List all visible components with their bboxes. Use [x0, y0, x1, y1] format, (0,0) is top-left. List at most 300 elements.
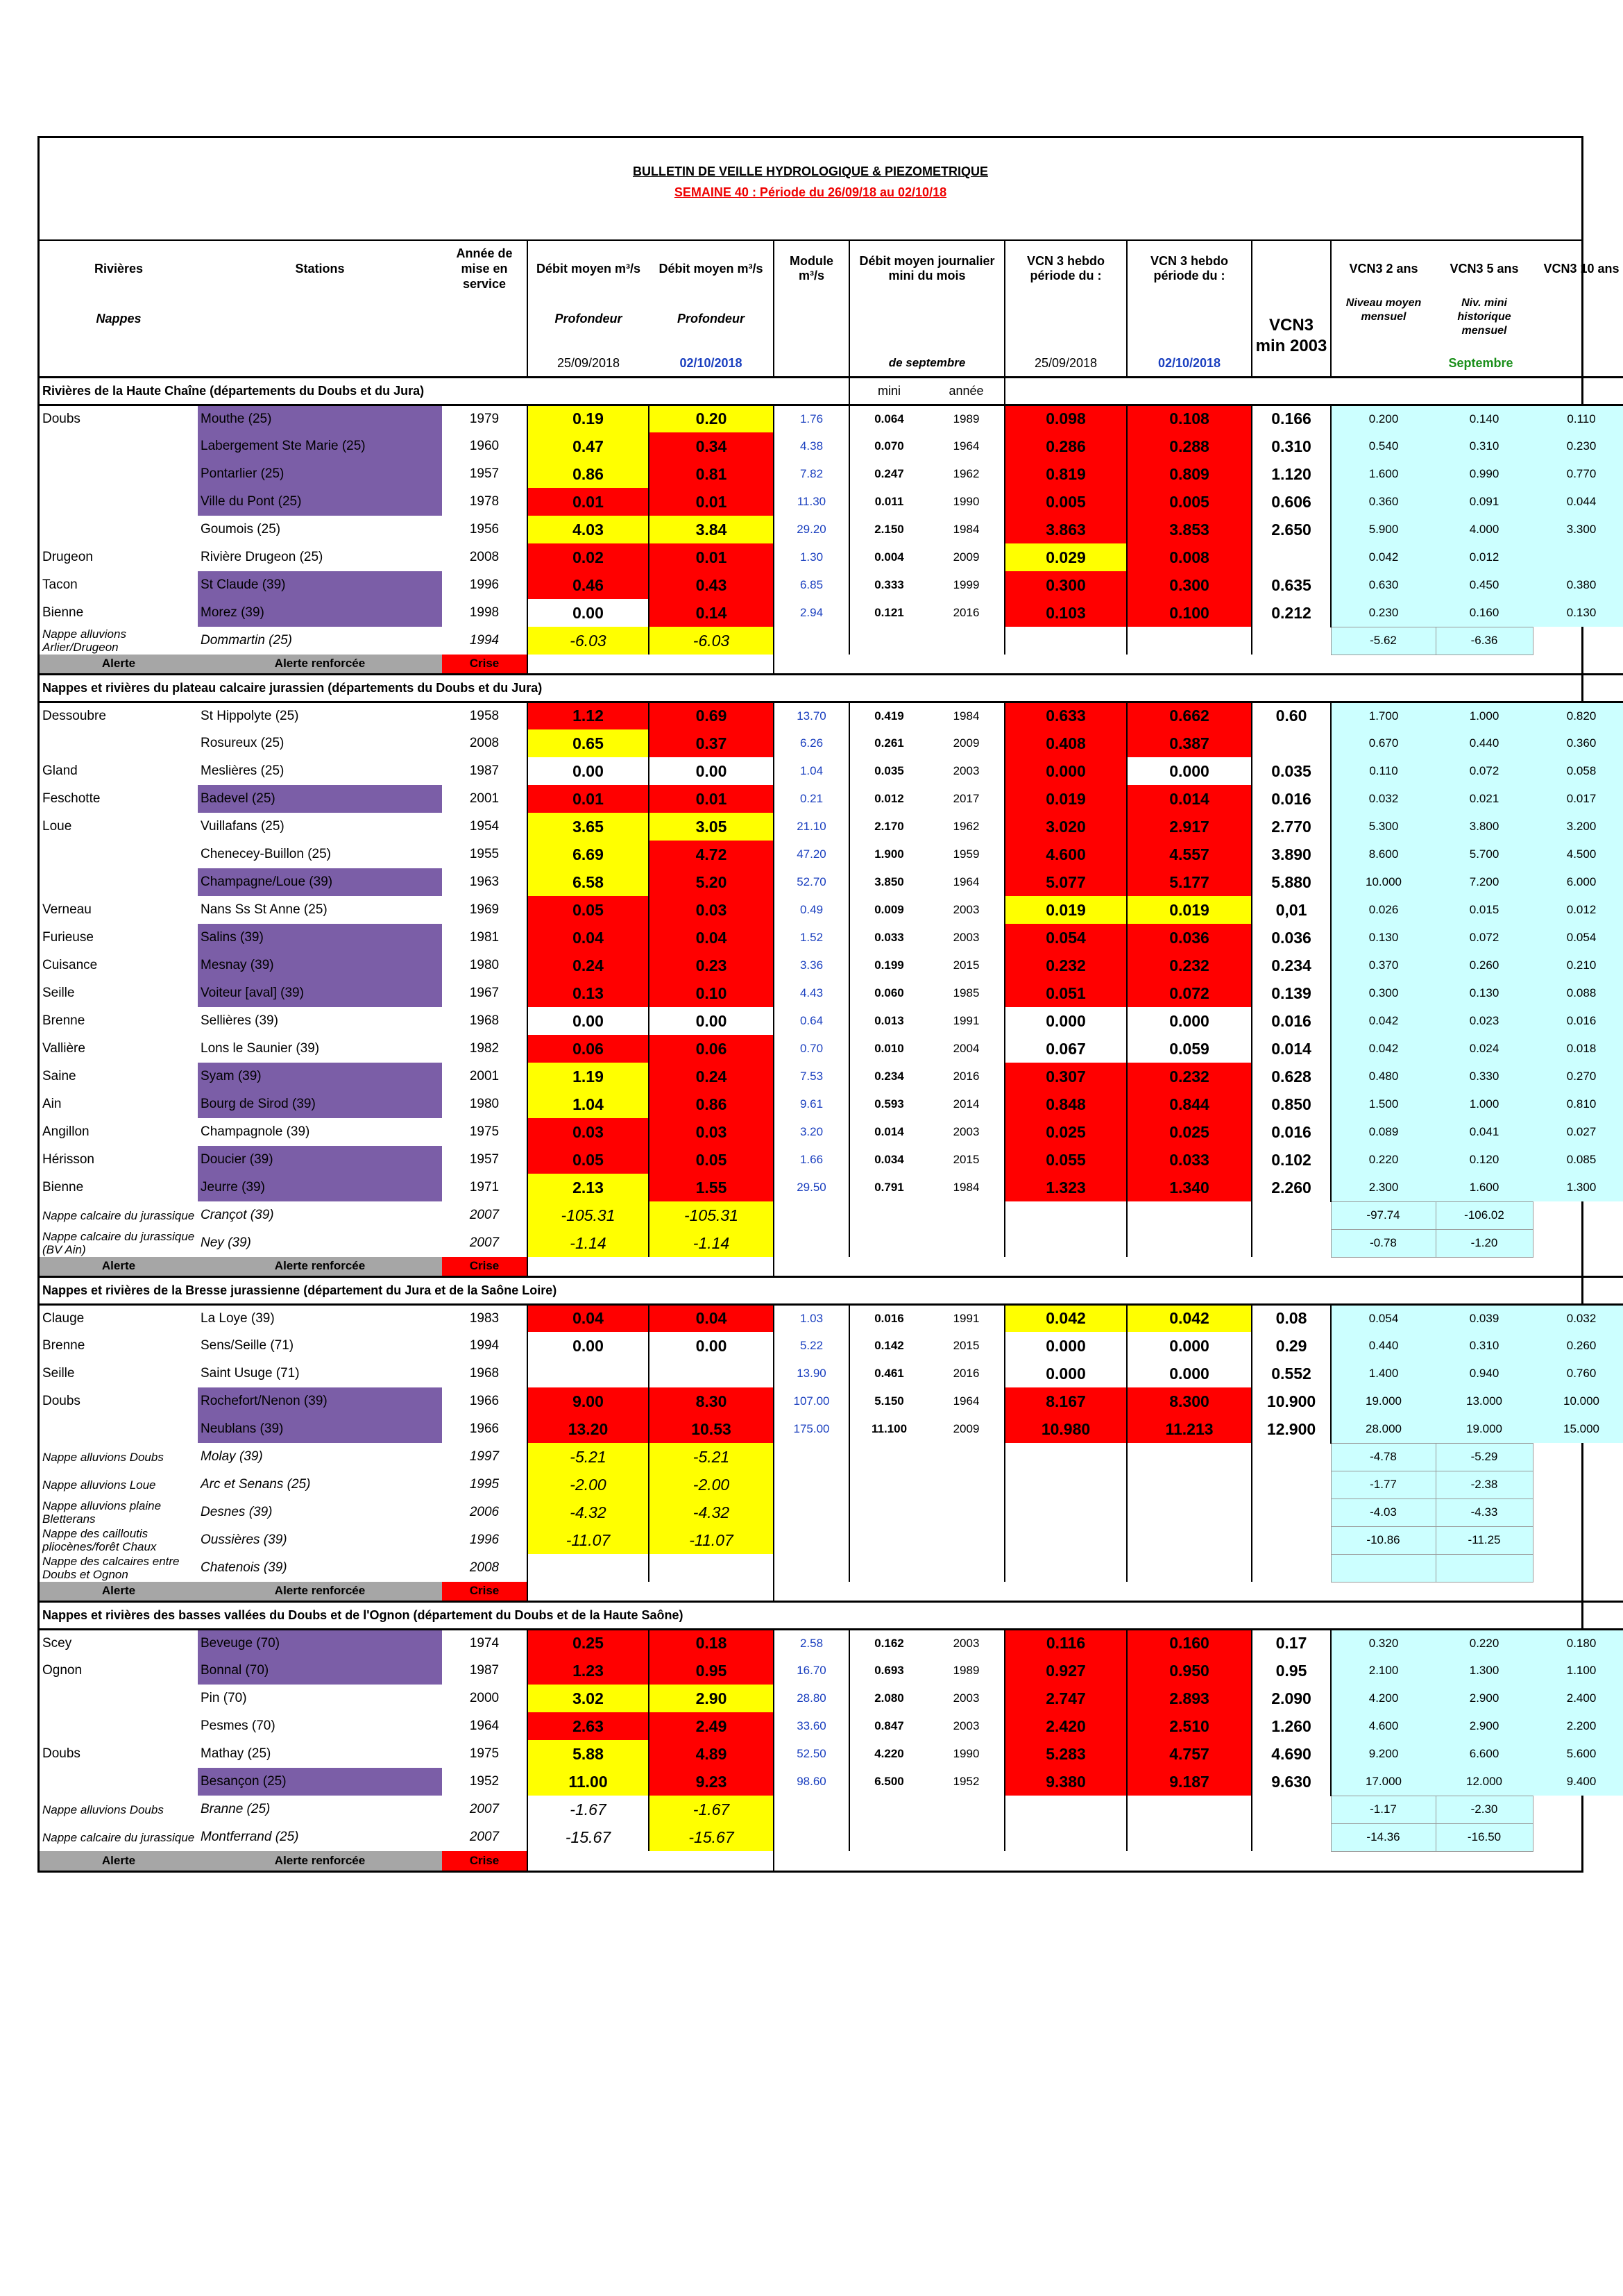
vcn3-min-2003: 9.630 [1252, 1768, 1331, 1796]
daily-min-year: 2016 [953, 1070, 980, 1083]
daily-min-year: 1999 [953, 578, 980, 591]
vcn3-min-2003: 0.95 [1252, 1657, 1331, 1685]
daily-min-value: 0.593 [849, 1090, 928, 1118]
section-title: Rivières de la Haute Chaîne (départements du Doubs et du Jura) [40, 377, 849, 405]
vcn3-value-1: 2.420 [1005, 1712, 1127, 1740]
flow-value-1: 2.13 [527, 1174, 649, 1201]
nappe-name: Nappe alluvions plaine Bletterans [42, 1499, 162, 1526]
vcn3-value-1: 0.029 [1005, 543, 1127, 571]
section-title-row [40, 674, 1623, 702]
vcn3-min-2003: 0.08 [1252, 1304, 1331, 1332]
vcn3-2ans: 8.600 [1331, 841, 1436, 868]
station-name: Chenecey-Buillon (25) [201, 847, 331, 861]
year-in-service: 1975 [469, 1124, 500, 1139]
legend-row [40, 655, 1623, 674]
vcn3-5ans: 0.260 [1436, 952, 1533, 979]
flow-value-2: 0.03 [649, 1118, 774, 1146]
niveau-moyen: -1.17 [1331, 1796, 1436, 1823]
section-title: Nappes et rivières du plateau calcaire jurassien (départements du Doubs et du Jura) [40, 674, 1623, 702]
vcn3-10ans: 3.200 [1533, 813, 1623, 841]
year-in-service: 1994 [469, 633, 500, 648]
flow-value-2: 0.86 [649, 1090, 774, 1118]
section [40, 377, 1623, 674]
nappe-name: Nappe alluvions Loue [42, 1478, 156, 1492]
year-in-service: 1963 [469, 875, 500, 889]
vcn3-2ans: 0.480 [1331, 1063, 1436, 1090]
vcn3-2ans: 0.220 [1331, 1146, 1436, 1174]
year-in-service: 1958 [469, 708, 500, 723]
year-in-service: 1996 [469, 1533, 500, 1547]
vcn3-value-1: 0.116 [1005, 1629, 1127, 1657]
river-name: Seille [42, 1366, 75, 1381]
vcn3-2ans: 0.360 [1331, 488, 1436, 516]
module-value: 52.70 [774, 868, 849, 896]
vcn3-value-2: 0.100 [1127, 599, 1252, 627]
station-row [40, 405, 1623, 432]
vcn3-value-2: 0.288 [1127, 432, 1252, 460]
flow-value-1: 0.04 [527, 924, 649, 952]
vcn3-value-1: 0.019 [1005, 896, 1127, 924]
station-name: Besançon (25) [198, 1768, 442, 1796]
daily-min-year: 2004 [953, 1042, 980, 1055]
vcn3-10ans: 0.130 [1533, 599, 1623, 627]
vcn3-5ans: 1.000 [1436, 1090, 1533, 1118]
flow-value-2: 0.81 [649, 460, 774, 488]
vcn3-2ans: 0.032 [1331, 785, 1436, 813]
vcn3-10ans: 0.760 [1533, 1360, 1623, 1387]
flow-value-1: 0.00 [527, 1007, 649, 1035]
header-row-1 [40, 241, 1623, 296]
module-value: 0.49 [774, 896, 849, 924]
station-row [40, 1685, 1623, 1712]
niveau-moyen: -1.77 [1331, 1471, 1436, 1499]
vcn3-5ans: 0.220 [1436, 1629, 1533, 1657]
vcn3-10ans: 9.400 [1533, 1768, 1623, 1796]
vcn3-10ans: 5.600 [1533, 1740, 1623, 1768]
station-row [40, 924, 1623, 952]
daily-min-year: 2009 [953, 1422, 980, 1435]
station-name: Crançot (39) [201, 1208, 274, 1222]
station-row [40, 1304, 1623, 1332]
station-row [40, 757, 1623, 785]
station-name: Montferrand (25) [201, 1830, 299, 1844]
header-de-septembre: de septembre [849, 351, 1005, 377]
station-name: Syam (39) [198, 1063, 442, 1090]
vcn3-value-2: 0.232 [1127, 1063, 1252, 1090]
vcn3-5ans: 0.330 [1436, 1063, 1533, 1090]
river-name: Verneau [42, 902, 92, 917]
station-row [40, 488, 1623, 516]
daily-min-value: 0.016 [849, 1304, 928, 1332]
module-value: 1.04 [774, 757, 849, 785]
vcn3-2ans: 0.089 [1331, 1118, 1436, 1146]
vcn3-value-1: 0.000 [1005, 1007, 1127, 1035]
vcn3-5ans: 0.023 [1436, 1007, 1533, 1035]
vcn3-value-1: 4.600 [1005, 841, 1127, 868]
flow-value-2: -11.07 [649, 1526, 774, 1554]
river-name: Doubs [42, 411, 80, 426]
station-row [40, 952, 1623, 979]
river-name [40, 432, 198, 460]
year-in-service: 1971 [469, 1180, 500, 1195]
year-in-service: 1952 [469, 1774, 500, 1789]
daily-min-year: 1989 [953, 412, 980, 425]
flow-value-1: 0.06 [527, 1035, 649, 1063]
vcn3-10ans: 0.016 [1533, 1007, 1623, 1035]
daily-min-year: 2003 [953, 1691, 980, 1705]
niveau-mini: -106.02 [1436, 1201, 1533, 1229]
section-title: Nappes et rivières de la Bresse jurassienne (département du Jura et de la Saône Loire) [40, 1276, 1623, 1304]
station-row [40, 1712, 1623, 1740]
vcn3-10ans: 0.027 [1533, 1118, 1623, 1146]
vcn3-5ans: 5.700 [1436, 841, 1533, 868]
legend-row [40, 1851, 1623, 1871]
legend-crise: Crise [442, 1851, 527, 1871]
vcn3-value-2: 2.893 [1127, 1685, 1252, 1712]
module-value: 6.26 [774, 729, 849, 757]
module-value: 16.70 [774, 1657, 849, 1685]
station-name: La Loye (39) [201, 1310, 275, 1326]
vcn3-10ans: 10.000 [1533, 1387, 1623, 1415]
flow-value-2: 0.00 [649, 1007, 774, 1035]
legend-row [40, 1582, 1623, 1601]
vcn3-5ans: 3.800 [1436, 813, 1533, 841]
module-value: 11.30 [774, 488, 849, 516]
station-row [40, 979, 1623, 1007]
station-name: Mesnay (39) [198, 952, 442, 979]
daily-min-value: 0.035 [849, 757, 928, 785]
station-name: Morez (39) [198, 599, 442, 627]
daily-min-year: 1989 [953, 1664, 980, 1677]
station-name: Meslières (25) [201, 763, 284, 778]
vcn3-value-2: 0.232 [1127, 952, 1252, 979]
vcn3-value-1: 0.005 [1005, 488, 1127, 516]
year-in-service: 2001 [469, 791, 500, 806]
header-vcn3-2ans: VCN3 2 ans [1331, 241, 1436, 296]
vcn3-min-2003 [1252, 729, 1331, 757]
vcn3-2ans: 1.400 [1331, 1360, 1436, 1387]
flow-value-2 [649, 1554, 774, 1582]
flow-value-2: 0.01 [649, 488, 774, 516]
vcn3-10ans: 2.200 [1533, 1712, 1623, 1740]
date-2: 02/10/2018 [679, 355, 742, 370]
vcn3-2ans: 1.500 [1331, 1090, 1436, 1118]
header-annee: Année de mise en service [456, 246, 513, 291]
vcn3-5ans: 0.310 [1436, 432, 1533, 460]
vcn3-5ans: 1.600 [1436, 1174, 1533, 1201]
vcn3-value-1: 5.283 [1005, 1740, 1127, 1768]
vcn3-min-2003: 0.635 [1252, 571, 1331, 599]
river-name: Cuisance [42, 958, 98, 972]
vcn3-min-2003: 10.900 [1252, 1387, 1331, 1415]
station-row [40, 841, 1623, 868]
legend-alerte-renforcee: Alerte renforcée [198, 1257, 442, 1276]
vcn3-value-2: 0.042 [1127, 1304, 1252, 1332]
vcn3-5ans: 0.072 [1436, 757, 1533, 785]
flow-value-2: 0.10 [649, 979, 774, 1007]
flow-value-1 [527, 1554, 649, 1582]
daily-min-year: 1990 [953, 1747, 980, 1760]
daily-min-value: 0.234 [849, 1063, 928, 1090]
station-row [40, 1387, 1623, 1415]
header-debit-journalier: Débit moyen journalier mini du mois [849, 241, 1005, 296]
daily-min-year: 1959 [953, 847, 980, 861]
river-name: Ognon [42, 1663, 83, 1678]
vcn3-min-2003 [1252, 543, 1331, 571]
vcn3-value-1: 0.067 [1005, 1035, 1127, 1063]
header-debit-2: Débit moyen m³/s [658, 261, 763, 276]
vcn3-10ans: 0.230 [1533, 432, 1623, 460]
module-value: 2.58 [774, 1629, 849, 1657]
section-title: Nappes et rivières des basses vallées du Doubs et de l'Ognon (département du Doubs et de la Haute Saône) [40, 1601, 1623, 1629]
vcn3-10ans: 0.058 [1533, 757, 1623, 785]
header-mini: mini [849, 377, 928, 405]
vcn3-10ans: 1.100 [1533, 1657, 1623, 1685]
nappe-row [40, 1471, 1623, 1499]
header-row-2 [40, 296, 1623, 351]
header-annee-col: année [928, 377, 1005, 405]
vcn3-2ans: 2.100 [1331, 1657, 1436, 1685]
daily-min-value: 4.220 [849, 1740, 928, 1768]
vcn3-5ans: 7.200 [1436, 868, 1533, 896]
daily-min-year: 2009 [953, 550, 980, 564]
year-in-service: 2007 [469, 1208, 500, 1222]
bulletin-title: BULLETIN DE VEILLE HYDROLOGIQUE & PIEZOMETRIQUE [632, 164, 989, 178]
flow-value-2: 0.04 [649, 1304, 774, 1332]
vcn3-value-1: 0.054 [1005, 924, 1127, 952]
station-name: Neublans (39) [198, 1415, 442, 1443]
flow-value-2: 0.14 [649, 599, 774, 627]
flow-value-1: 0.01 [527, 785, 649, 813]
module-value: 5.22 [774, 1332, 849, 1360]
vcn3-10ans: 0.810 [1533, 1090, 1623, 1118]
flow-value-2: -1.14 [649, 1229, 774, 1257]
daily-min-value: 0.009 [849, 896, 928, 924]
vcn3-value-1: 0.286 [1005, 432, 1127, 460]
header-row-3 [40, 351, 1623, 377]
year-in-service: 1966 [469, 1421, 500, 1436]
station-name: Oussières (39) [201, 1533, 287, 1547]
flow-value-1: 1.23 [527, 1657, 649, 1685]
daily-min-year: 2009 [953, 736, 980, 750]
river-name: Ain [42, 1097, 62, 1111]
niveau-moyen: -4.78 [1331, 1443, 1436, 1471]
vcn3-min-2003: 1.120 [1252, 460, 1331, 488]
flow-value-2: 0.24 [649, 1063, 774, 1090]
vcn3-value-2: 0.000 [1127, 757, 1252, 785]
station-row [40, 1415, 1623, 1443]
nappe-row [40, 1554, 1623, 1582]
section [40, 1276, 1623, 1601]
daily-min-year: 2003 [953, 903, 980, 916]
station-name: Labergement Ste Marie (25) [198, 432, 442, 460]
vcn3-5ans: 0.140 [1436, 405, 1533, 432]
station-name: Desnes (39) [201, 1505, 273, 1519]
daily-min-value: 0.261 [849, 729, 928, 757]
station-row [40, 599, 1623, 627]
module-value: 0.64 [774, 1007, 849, 1035]
vcn3-5ans: 2.900 [1436, 1712, 1533, 1740]
date-4: 02/10/2018 [1127, 351, 1252, 377]
flow-value-1: -2.00 [527, 1471, 649, 1499]
niveau-moyen: -97.74 [1331, 1201, 1436, 1229]
daily-min-year: 2015 [953, 1339, 980, 1352]
river-name: Brenne [42, 1013, 85, 1028]
vcn3-2ans: 4.200 [1331, 1685, 1436, 1712]
vcn3-value-1: 0.819 [1005, 460, 1127, 488]
vcn3-min-2003: 0.552 [1252, 1360, 1331, 1387]
vcn3-value-2: 0.072 [1127, 979, 1252, 1007]
year-in-service: 1960 [469, 439, 500, 453]
station-row [40, 571, 1623, 599]
vcn3-10ans: 0.770 [1533, 460, 1623, 488]
station-name: Bourg de Sirod (39) [198, 1090, 442, 1118]
module-value: 13.90 [774, 1360, 849, 1387]
flow-value-2: 0.37 [649, 729, 774, 757]
daily-min-year: 2017 [953, 792, 980, 805]
flow-value-1: 0.86 [527, 460, 649, 488]
flow-value-1: -1.14 [527, 1229, 649, 1257]
daily-min-year: 2003 [953, 764, 980, 777]
daily-min-value: 2.150 [849, 516, 928, 543]
vcn3-min-2003: 5.880 [1252, 868, 1331, 896]
vcn3-value-2: 0.033 [1127, 1146, 1252, 1174]
vcn3-min-2003: 4.690 [1252, 1740, 1331, 1768]
month-label: Septembre [1331, 351, 1623, 377]
vcn3-2ans: 19.000 [1331, 1387, 1436, 1415]
flow-value-2: 1.55 [649, 1174, 774, 1201]
vcn3-2ans: 5.300 [1331, 813, 1436, 841]
flow-value-2: 0.20 [649, 405, 774, 432]
station-name: Branne (25) [201, 1802, 271, 1816]
station-name: Mathay (25) [201, 1746, 271, 1761]
vcn3-2ans: 0.042 [1331, 1007, 1436, 1035]
vcn3-5ans: 0.024 [1436, 1035, 1533, 1063]
river-name: Bienne [42, 605, 84, 620]
daily-min-value: 0.121 [849, 599, 928, 627]
module-value: 9.61 [774, 1090, 849, 1118]
vcn3-5ans: 0.450 [1436, 571, 1533, 599]
daily-min-value: 0.791 [849, 1174, 928, 1201]
date-3: 25/09/2018 [1005, 351, 1127, 377]
vcn3-value-2: 8.300 [1127, 1387, 1252, 1415]
niveau-moyen: -14.36 [1331, 1823, 1436, 1851]
legend-alerte: Alerte [40, 1257, 198, 1276]
daily-min-value: 0.199 [849, 952, 928, 979]
vcn3-2ans: 0.370 [1331, 952, 1436, 979]
station-name: Rochefort/Nenon (39) [198, 1387, 442, 1415]
legend-crise: Crise [442, 655, 527, 674]
year-in-service: 2008 [469, 550, 500, 564]
year-in-service: 1954 [469, 819, 500, 834]
module-value: 29.20 [774, 516, 849, 543]
daily-min-year: 2015 [953, 959, 980, 972]
river-name: Hérisson [42, 1152, 94, 1167]
daily-min-value: 0.014 [849, 1118, 928, 1146]
river-name: Brenne [42, 1338, 85, 1353]
vcn3-value-2: 0.059 [1127, 1035, 1252, 1063]
river-name [40, 1768, 198, 1796]
vcn3-2ans: 2.300 [1331, 1174, 1436, 1201]
year-in-service: 2007 [469, 1830, 500, 1844]
daily-min-value: 0.060 [849, 979, 928, 1007]
flow-value-1 [527, 1360, 649, 1387]
flow-value-1: 9.00 [527, 1387, 649, 1415]
legend-alerte: Alerte [40, 1851, 198, 1871]
daily-min-year: 2003 [953, 931, 980, 944]
vcn3-2ans: 17.000 [1331, 1768, 1436, 1796]
flow-value-1: -6.03 [527, 627, 649, 655]
flow-value-1: 0.02 [527, 543, 649, 571]
vcn3-2ans: 0.230 [1331, 599, 1436, 627]
module-value: 1.30 [774, 543, 849, 571]
flow-value-1: 13.20 [527, 1415, 649, 1443]
vcn3-value-1: 0.000 [1005, 1332, 1127, 1360]
river-name: Furieuse [42, 930, 94, 945]
daily-min-year: 1964 [953, 439, 980, 453]
vcn3-10ans: 0.044 [1533, 488, 1623, 516]
vcn3-value-1: 5.077 [1005, 868, 1127, 896]
year-in-service: 1987 [469, 763, 500, 778]
section-title-row [40, 1276, 1623, 1304]
river-name [40, 841, 198, 868]
section-title-row [40, 377, 1623, 405]
daily-min-value: 0.693 [849, 1657, 928, 1685]
daily-min-year: 1964 [953, 1394, 980, 1408]
vcn3-value-1: 0.232 [1005, 952, 1127, 979]
flow-value-1: 0.04 [527, 1304, 649, 1332]
vcn3-value-1: 9.380 [1005, 1768, 1127, 1796]
daily-min-value: 2.080 [849, 1685, 928, 1712]
header-nappes: Nappes [96, 312, 142, 326]
vcn3-min-2003: 0.212 [1252, 599, 1331, 627]
vcn3-5ans: 0.120 [1436, 1146, 1533, 1174]
vcn3-min-2003: 0.016 [1252, 1007, 1331, 1035]
river-name [40, 729, 198, 757]
vcn3-5ans: 19.000 [1436, 1415, 1533, 1443]
vcn3-min-2003: 0.016 [1252, 785, 1331, 813]
vcn3-value-2: 0.036 [1127, 924, 1252, 952]
section [40, 674, 1623, 1276]
flow-value-2: 4.89 [649, 1740, 774, 1768]
vcn3-value-1: 0.055 [1005, 1146, 1127, 1174]
daily-min-year: 1984 [953, 523, 980, 536]
year-in-service: 1966 [469, 1394, 500, 1408]
module-value: 0.70 [774, 1035, 849, 1063]
vcn3-value-1: 3.863 [1005, 516, 1127, 543]
river-name: Seille [42, 986, 75, 1000]
bulletin-sheet [37, 136, 1620, 1873]
year-in-service: 1980 [469, 1097, 500, 1111]
station-row [40, 1146, 1623, 1174]
nappe-name: Nappe des cailloutis pliocènes/forêt Chaux [42, 1527, 157, 1553]
vcn3-5ans: 12.000 [1436, 1768, 1533, 1796]
vcn3-value-1: 3.020 [1005, 813, 1127, 841]
module-value: 1.03 [774, 1304, 849, 1332]
vcn3-min-2003: 2.090 [1252, 1685, 1331, 1712]
vcn3-5ans: 0.021 [1436, 785, 1533, 813]
vcn3-2ans: 0.042 [1331, 543, 1436, 571]
year-in-service: 1969 [469, 902, 500, 917]
legend-alerte: Alerte [40, 655, 198, 674]
station-row [40, 432, 1623, 460]
flow-value-2: -15.67 [649, 1823, 774, 1851]
daily-min-year: 1985 [953, 986, 980, 999]
daily-min-year: 1991 [953, 1311, 980, 1325]
module-value: 13.70 [774, 702, 849, 729]
year-in-service: 1979 [469, 411, 500, 426]
header-vcn3-min: VCN3 min 2003 [1252, 296, 1331, 377]
